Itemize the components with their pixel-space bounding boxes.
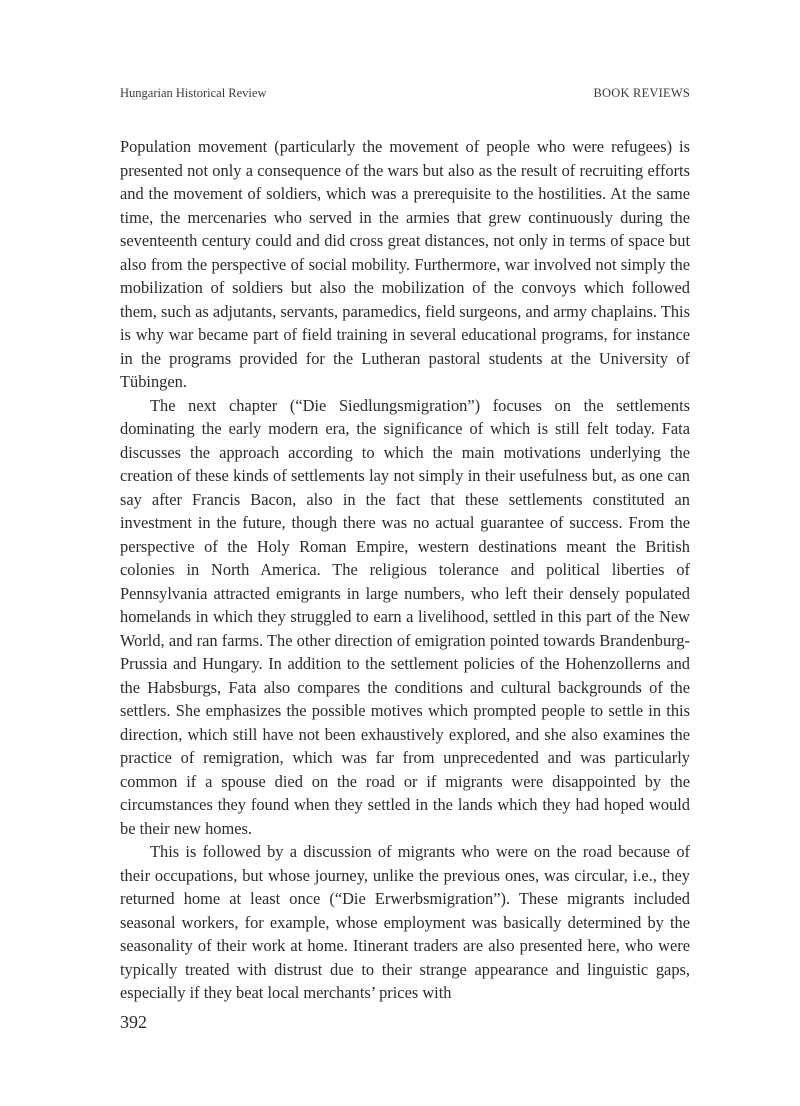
paragraph-1: Population movement (particularly the movement of people who were refugees) is presented not only a consequence of the wars but also as the result of recruiting efforts and the movement of soldiers, which was a prerequisite to the hostilities. At the same time, the mercenaries who served in the armies that grew continuously during the seventeenth century could and did cross great distances, not only in terms of space but also from the perspective of social mobility. Furthermore, war involved not simply the mobilization of soldiers but also the mobilization of the convoys which followed them, such as adjutants, servants, paramedics, field surgeons, and army chaplains. This is why war became part of field training in several educational programs, for instance in the programs provided for the Lutheran pastoral students at the University of Tübingen. bbox=[120, 137, 690, 391]
paragraph-2: The next chapter (“Die Siedlungsmigration”) focuses on the settlements dominating the early modern era, the significance of which is still felt today. Fata discusses the approach according to which the main motivations underlying the creation of these kinds of settlements lay not simply in their usefulness but, as one can say after Francis Bacon, also in the fact that these settlements constituted an investment in the future, though there was no actual guarantee of success. From the perspective of the Holy Roman Empire, western destinations meant the British colonies in North America. The religious tolerance and political liberties of Pennsylvania attracted emigrants in large numbers, who left their densely populated homelands in which they struggled to earn a livelihood, settled in this part of the New World, and ran farms. The other direction of emigration pointed towards Brandenburg-Prussia and Hungary. In addition to the settlement policies of the Hohenzollerns and the Habsburgs, Fata also compares the conditions and cultural backgrounds of the settlers. She emphasizes the possible motives which prompted people to settle in this direction, which still have not been exhaustively explored, and she also examines the practice of remigration, which was far from unprecedented and was particularly common if a spouse died on the road or if migrants were disappointed by the circumstances they found when they settled in the lands which they had hoped would be their new homes. bbox=[120, 395, 690, 838]
section-title: BOOK REVIEWS bbox=[593, 86, 690, 100]
page-number: 392 bbox=[120, 1012, 147, 1032]
paragraph-3: This is followed by a discussion of migrants who were on the road because of their occupations, but whose journey, unlike the previous ones, was circular, i.e., they returned home at least once (“Die Erwerbsmigration”). These migrants included seasonal workers, for example, whose employment was basically determined by the seasonality of their work at home. Itinerant traders are also presented here, who were typically treated with distrust due to their strange appearance and linguistic gaps, especially if they beat local merchants’ prices with bbox=[120, 842, 690, 1002]
journal-title: Hungarian Historical Review bbox=[120, 86, 267, 100]
running-head bbox=[120, 86, 690, 106]
body-text bbox=[120, 135, 690, 1005]
